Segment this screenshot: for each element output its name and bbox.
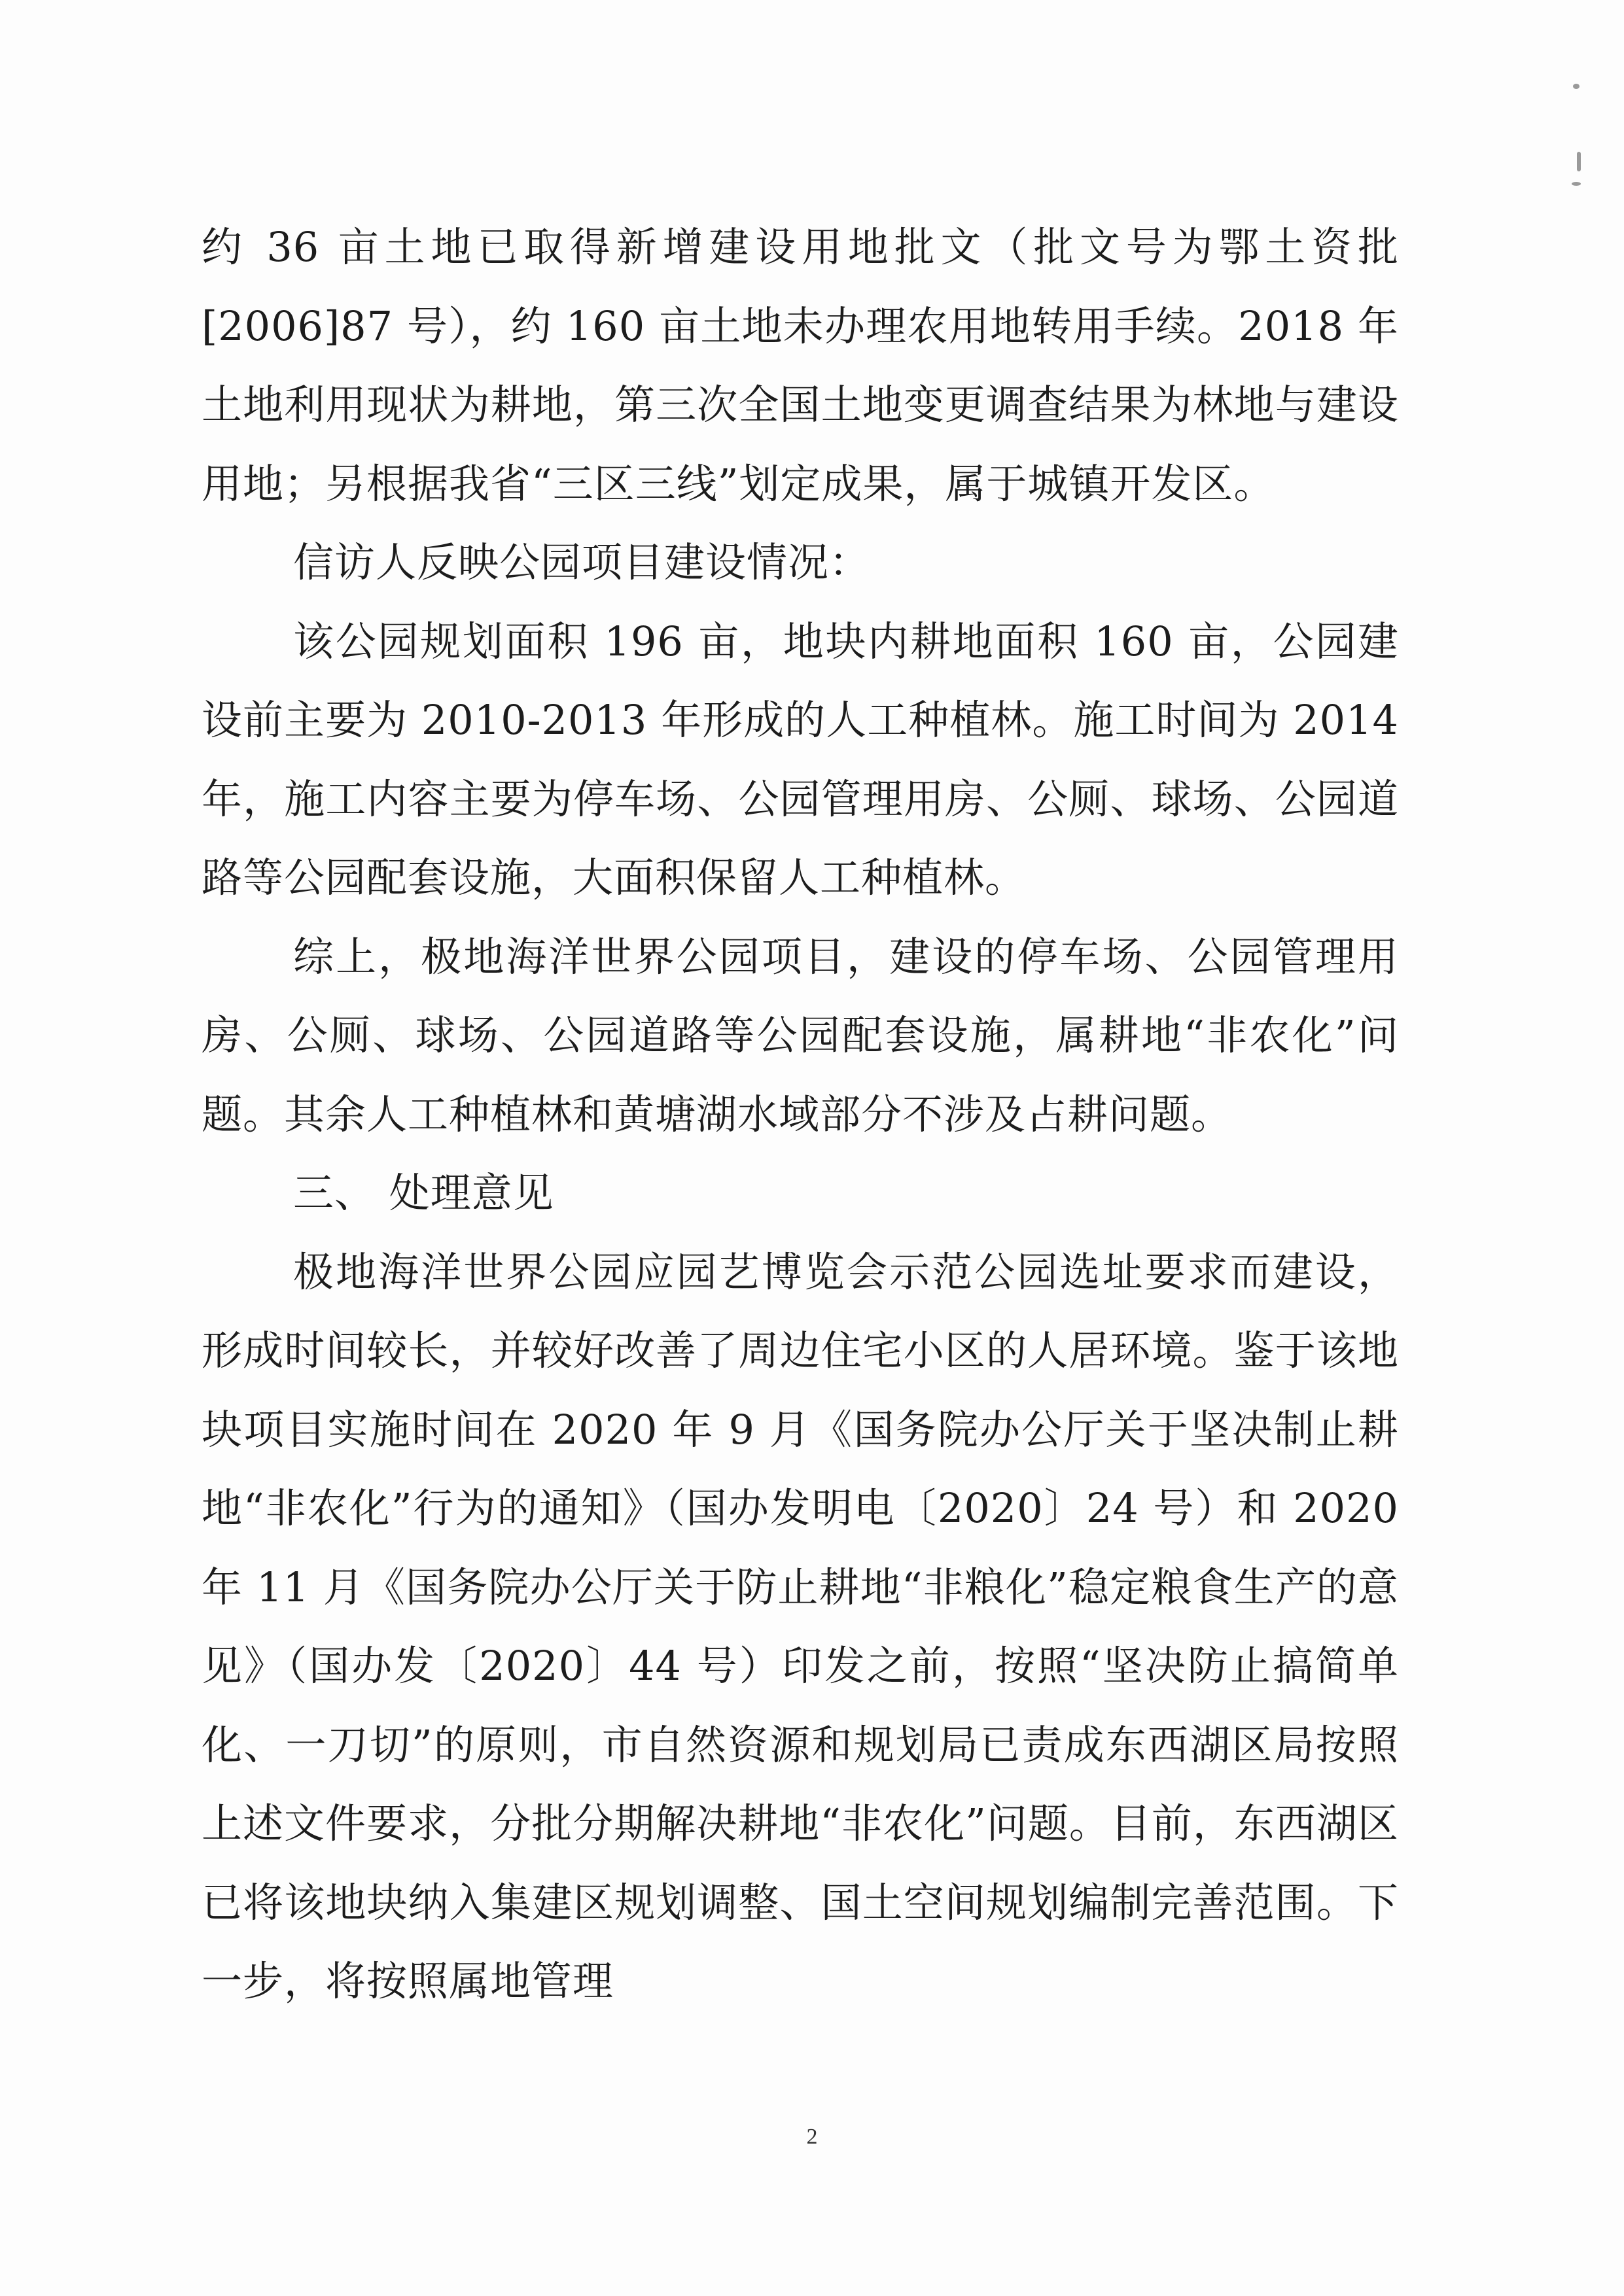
paragraph-petition-intro: 信访人反映公园项目建设情况： — [293, 538, 871, 586]
paragraph-land-status: 约 36 亩土地已取得新增建设用地批文（批文号为鄂土资批[2006]87 号），约 160 亩土地未办理农用地转用手续。2018 年土地利用现状为耕地，第三次全国土地变更调查结果为林地与建设用地；另根据我省“三区三线”划定成果，属于城镇开发区。 — [202, 223, 1399, 508]
scan-mark — [1572, 182, 1581, 186]
body-text — [202, 208, 1399, 2021]
paragraph-park-details: 该公园规划面积 196 亩，地块内耕地面积 160 亩，公园建设前主要为 2010-2013 年形成的人工种植林。施工时间为 2014 年，施工内容主要为停车场、公园管理用房、公厕、球场、公园道路等公园配套设施，大面积保留人工种植林。 — [202, 617, 1399, 901]
paragraph-handling-opinion: 极地海洋世界公园应园艺博览会示范公园选址要求而建设，形成时间较长，并较好改善了周边住宅小区的人居环境。鉴于该地块项目实施时间在 2020 年 9 月《国务院办公厅关于坚决制止耕地“非农化”行为的通知》（国办发明电〔2020〕24 号）和 2020 年 11 月《国务院办公厅关于防止耕地“非粮化”稳定粮食生产的意见》（国办发〔2020〕44 号）印发之前，按照“坚决防止搞简单化、一刀切”的原则，市自然资源和规划局已责成东西湖区局按照上述文件要求，分批分期解决耕地“非农化”问题。目前，东西湖区已将该地块纳入集建区规划调整、国土空间规划编制完善范围。下一步，将按照属地管理 — [202, 1247, 1399, 2005]
section-heading: 三、 处理意见 — [293, 1169, 554, 1217]
paragraph-summary: 综上，极地海洋世界公园项目，建设的停车场、公园管理用房、公厕、球场、公园道路等公园配套设施，属耕地“非农化”问题。其余人工种植林和黄塘湖水域部分不涉及占耕问题。 — [202, 932, 1399, 1138]
scan-mark — [1573, 84, 1580, 89]
scan-mark — [1577, 152, 1581, 171]
page-number: 2 — [806, 2125, 818, 2149]
